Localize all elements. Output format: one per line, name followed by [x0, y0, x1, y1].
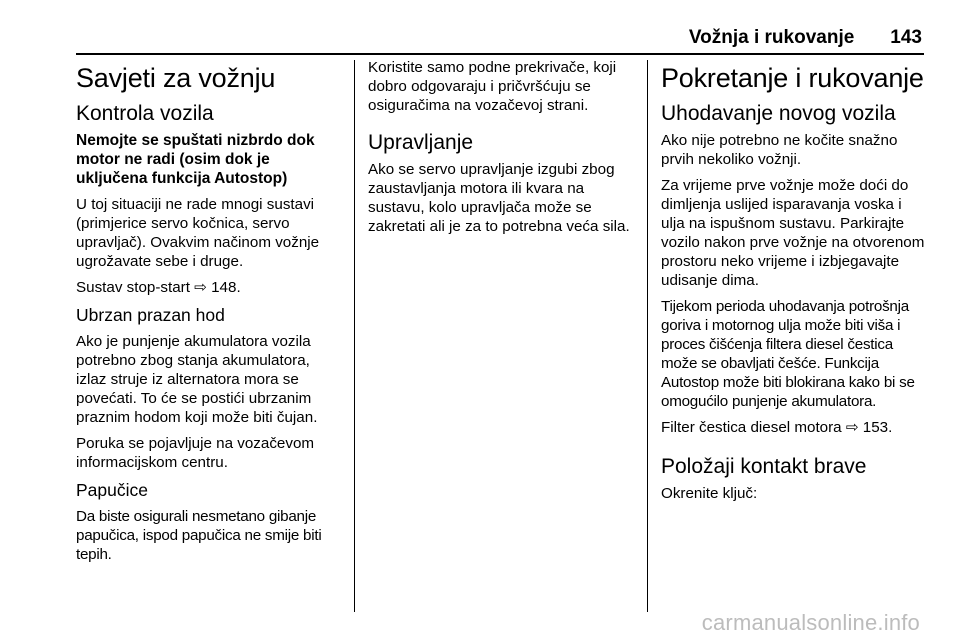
paragraph: Tijekom perioda uhodavanja potrošnja goriva i motornog ulja može biti viša i proces čišćenja filtera diesel čestica može se obavljati češće. Funkcija Autostop može biti blokirana kako bi se omogućilo punjenje akumulatora. [661, 298, 915, 410]
page-number: 143 [890, 27, 922, 48]
paragraph: Ako se servo upravljanje izgubi zbog zaustavljanja motora ili kvara na sustavu, kolo upravljača može se zakretati ali je za to potrebna veća sila. [368, 161, 630, 235]
paragraph: Koristite samo podne prekrivače, koji dobro odgovaraju i pričvršćuju se osiguračima na vozačevoj strani. [368, 59, 617, 114]
paragraph: Za vrijeme prve vožnje može doći do dimljenja uslijed isparavanja voska i ulja na ispušnom sustavu. Parkirajte vozilo nakon prve vožnje na otvorenom prostoru neko vrijeme i izbjegavajte udisanje dima. [661, 177, 925, 289]
page-header [689, 27, 922, 49]
paragraph: Ako je punjenje akumulatora vozila potrebno zbog stanja akumulatora, izlaz struje iz alternatora mora se povećati. To će se postići ubrzanim praznim hodom koji može biti čujan. [76, 333, 318, 426]
paragraph: Poruka se pojavljuje na vozačevom informacijskom centru. [76, 435, 315, 471]
subsection-heading: Položaji kontakt brave [661, 455, 867, 478]
column-divider-2 [647, 60, 648, 612]
cross-reference: Sustav stop-start ⇨ 148. [76, 279, 241, 296]
column-2 [368, 58, 634, 243]
warning-heading: Nemojte se spuštati nizbrdo dok motor ne radi (osim dok je uključena funkcija Autostop) [76, 132, 315, 187]
section-title: Vožnja i rukovanje [688, 27, 855, 48]
topic-heading: Ubrzan prazan hod [76, 305, 225, 325]
topic-heading: Papučice [76, 480, 148, 500]
header-rule [76, 53, 924, 55]
subsection-heading: Uhodavanje novog vozila [661, 102, 896, 125]
cross-reference: Filter čestica diesel motora ⇨ 153. [661, 419, 893, 436]
section-heading: Savjeti za vožnju [76, 63, 276, 93]
section-heading: Pokretanje i rukovanje [661, 63, 924, 93]
paragraph: U toj situaciji ne rade mnogi sustavi (primjerice servo kočnica, servo upravljač). Ovakvim načinom vožnje ugrožavate sebe i druge. [76, 196, 320, 270]
subsection-heading: Kontrola vozila [76, 102, 214, 125]
paragraph: Okrenite ključ: [661, 485, 758, 502]
paragraph: Da biste osigurali nesmetano gibanje papučica, ispod papučica ne smije biti tepih. [76, 508, 322, 563]
paragraph: Ako nije potrebno ne kočite snažno prvih nekoliko vožnji. [661, 132, 898, 168]
column-1 [76, 58, 342, 571]
watermark: carmanualsonline.info [701, 610, 920, 635]
column-divider-1 [354, 60, 355, 612]
subsection-heading: Upravljanje [368, 131, 474, 154]
column-3 [661, 58, 927, 510]
